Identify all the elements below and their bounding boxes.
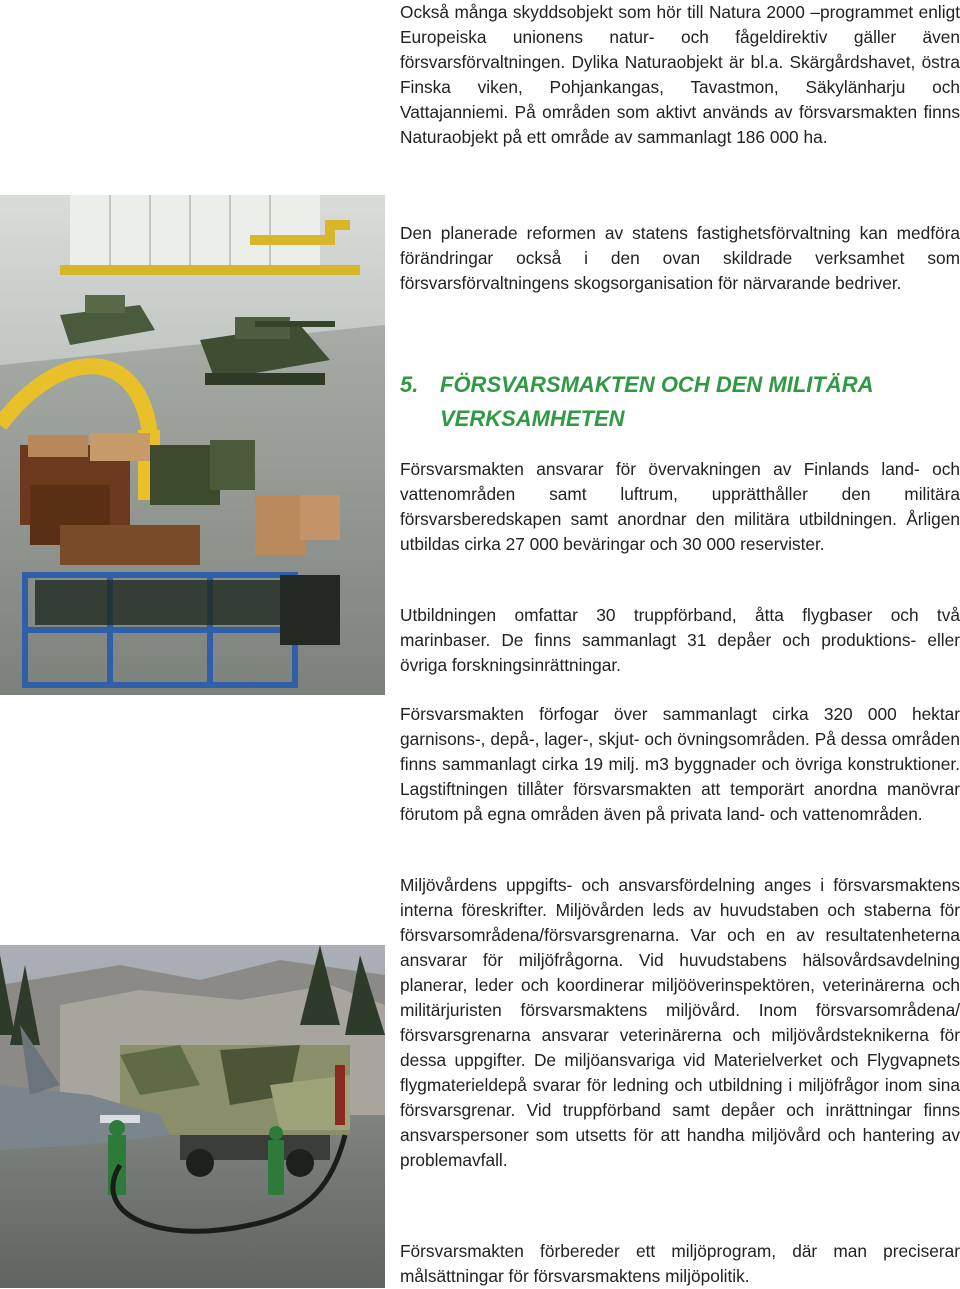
paragraph-text: Försvarsmakten förbereder ett miljöprogram, där man preciserar målsättningar för försvarsmaktens miljöpolitik. xyxy=(400,1241,960,1286)
photo-aircraft-refuelling xyxy=(0,945,385,1288)
hall-illustration xyxy=(0,195,385,695)
paragraph-property-reform xyxy=(400,221,960,296)
paragraph-text: Den planerade reformen av statens fastighetsförvaltning kan medföra förändringar också i den ovan skildrade verksamhet som försvarsförvaltningens skogsorganisation för närvarande bedriver. xyxy=(400,223,960,293)
refuelling-illustration xyxy=(0,945,385,1288)
section-heading xyxy=(400,368,960,436)
paragraph-environmental-responsibility xyxy=(400,873,960,1173)
paragraph-text: Miljövårdens uppgifts- och ansvarsfördelning anges i försvarsmaktens interna föreskrifter. Miljövården leds av huvudstaben och staberna för försvarsområdena/försvarsgrenarna. Var och en av resultatenheterna ansvarar för miljöfrågorna. Vid huvudstabens hälsovårdsavdelning planerar, leder och koordinerar miljööverinspektören, veterinärerna och militärjuristen försvarsmaktens miljövård. Inom försvarsområdena/ försvarsgrenarna ansvarar veterinärerna och miljövårdsteknikerna för dessa uppgifter. De miljöansvariga vid Materielverket och Flygvapnets flygmaterieldepå svarar för ledning och utbildning i miljöfrågor inom sina försvarsgrenar. Vid truppförband samt depåer och inrättningar finns ansvarspersoner som utsetts för att handha miljövård och hantering av problemavfall. xyxy=(400,875,960,1170)
photo-military-vehicle-hall xyxy=(0,195,385,695)
paragraph-environmental-program xyxy=(400,1239,960,1289)
paragraph-text: Försvarsmakten förfogar över sammanlagt cirka 320 000 hektar garnisons-, depå-, lager-, skjut- och övningsområden. På dessa områden finns sammanlagt cirka 19 milj. m3 byggnader och övriga konstruktioner. Lagstiftningen tillåter försvarsmakten att temporärt anordna manövrar förutom på egna områden även på privata land- och vattenområden. xyxy=(400,704,960,824)
paragraph-text: Försvarsmakten ansvarar för övervakningen av Finlands land- och vattenområden samt luftrum, upprätthåller den militära försvarsberedskapen samt anordnar den militära utbildningen. Årligen utbildas cirka 27 000 beväringar och 30 000 reservister. xyxy=(400,459,960,554)
section-number: 5. xyxy=(400,372,419,397)
section-title-line1: FÖRSVARSMAKTEN OCH DEN MILITÄRA xyxy=(440,372,874,397)
paragraph-natura-objects xyxy=(400,0,960,150)
paragraph-training-units xyxy=(400,603,960,678)
paragraph-defence-duties xyxy=(400,457,960,557)
paragraph-text: Också många skyddsobjekt som hör till Natura 2000 –programmet enligt Europeiska unionens natur- och fågeldirektiv gäller även försvarsförvaltningen. Dylika Naturaobjekt är bl.a. Skärgårdshavet, östra Finska viken, Pohjankangas, Tavastmon, Säkylänharju och Vattajanniemi. På områden som aktivt används av försvarsmakten finns Naturaobjekt på ett område av sammanlagt 186 000 ha. xyxy=(400,2,960,147)
paragraph-text: Utbildningen omfattar 30 truppförband, åtta flygbaser och två marinbaser. De finns sammanlagt 31 depåer och produktions- eller övriga forskningsinrättningar. xyxy=(400,605,960,675)
section-title-line2: VERKSAMHETEN xyxy=(440,406,625,431)
paragraph-land-areas xyxy=(400,702,960,827)
